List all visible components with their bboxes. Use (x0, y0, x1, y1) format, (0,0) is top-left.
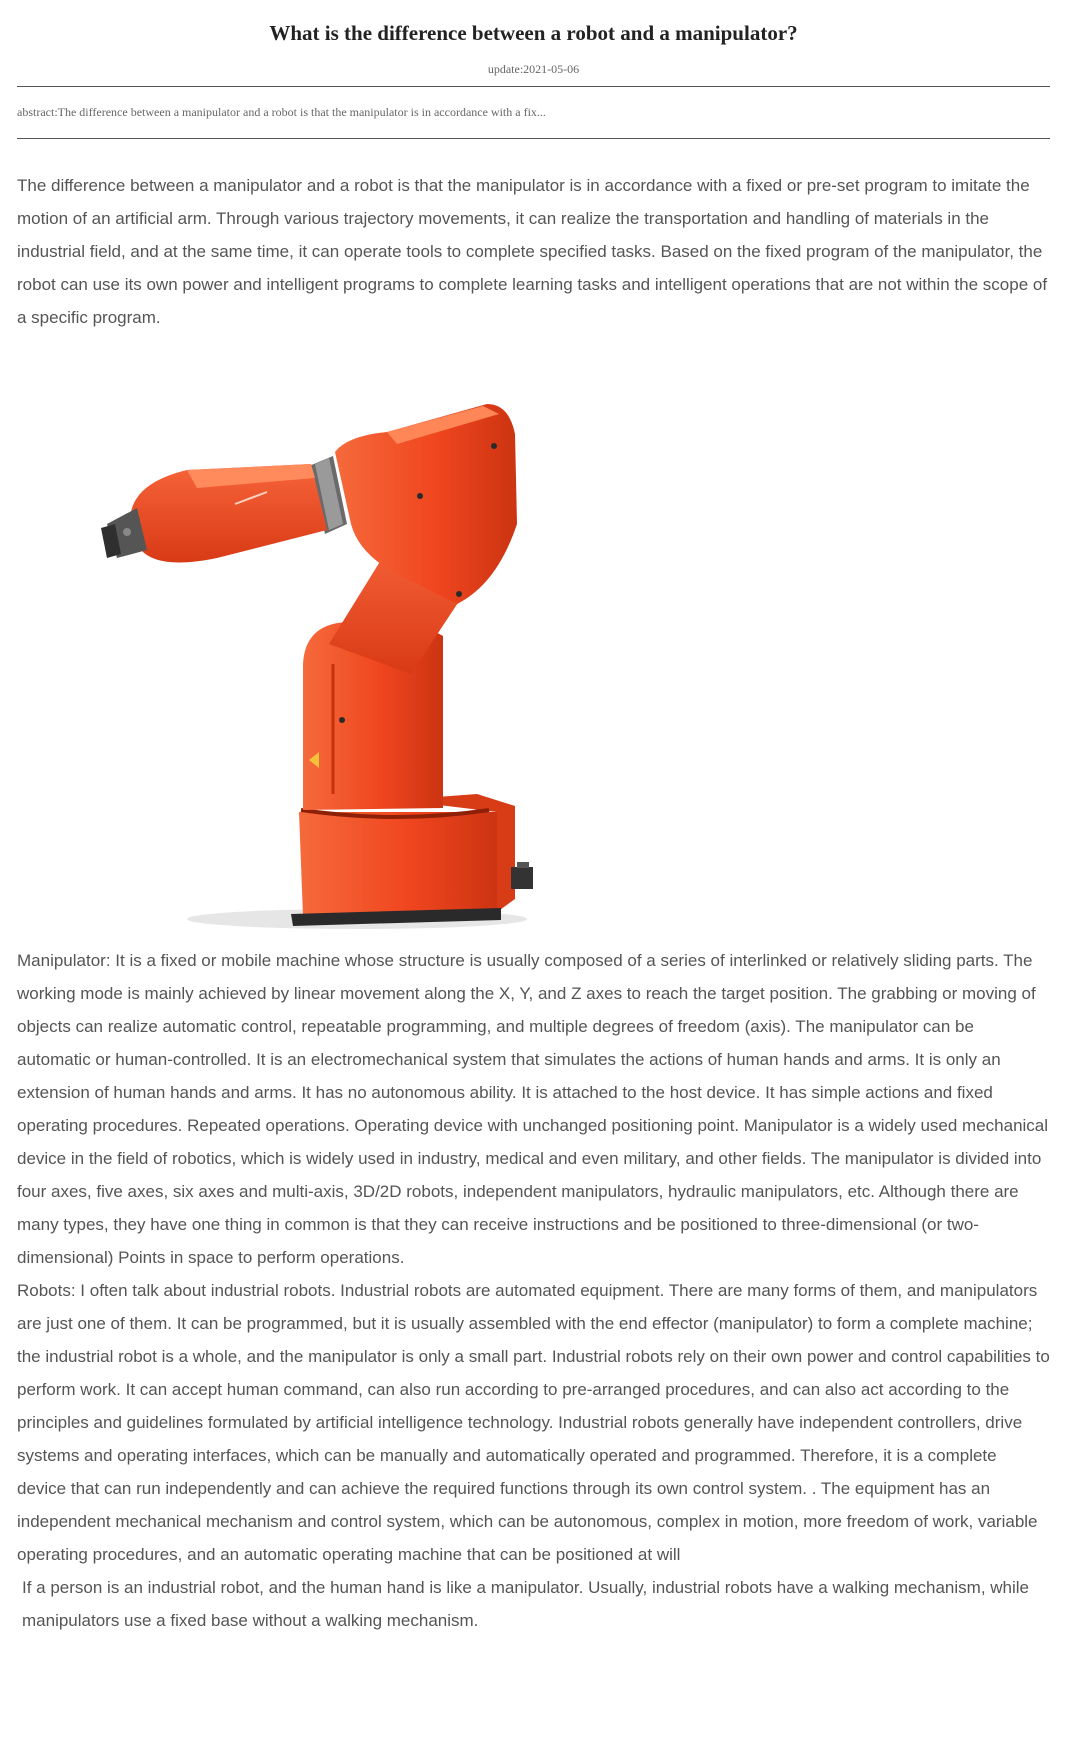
robots-paragraph: Robots: I often talk about industrial robots. Industrial robots are automated equipment. There are many forms of them, and manipulators are just one of them. It can be programmed, but it is usually assembled with the end effector (manipulator) to form a complete machine; the industrial robot is a whole, and the manipulator is only a small part. Industrial robots rely on their own power and control capabilities to perform work. It can accept human command, can also run according to pre-arranged procedures, and can also act according to the principles and guidelines formulated by artificial intelligence technology. Industrial robots generally have independent controllers, drive systems and operating interfaces, which can be manually and automatically operated and programmed. Therefore, it is a complete device that can run independently and can achieve the required functions through its own control system. . The equipment has an independent mechanical mechanism and control system, which can be autonomous, complex in motion, more freedom of work, variable operating procedures, and an automatic operating machine that can be positioned at will (17, 1281, 1050, 1564)
divider (17, 86, 1050, 87)
robot-arm-image (17, 374, 1050, 944)
closing-paragraph: If a person is an industrial robot, and the human hand is like a manipulator. Usually, industrial robots have a walking mechanism, while manipulators use a fixed base without a walking mechanism. (22, 1578, 1030, 1630)
manipulator-paragraph: Manipulator: It is a fixed or mobile machine whose structure is usually composed of a series of interlinked or relatively sliding parts. The working mode is mainly achieved by linear movement along the X, Y, and Z axes to reach the target position. The grabbing or moving of objects can realize automatic control, repeatable programming, and multiple degrees of freedom (axis). The manipulator can be automatic or human-controlled. It is an electromechanical system that simulates the actions of human hands and arms. It is only an extension of human hands and arms. It has no autonomous ability. It is attached to the host device. It has simple actions and fixed operating procedures. Repeated operations. Operating device with unchanged positioning point. Manipulator is a widely used mechanical device in the field of robotics, which is widely used in industry, medical and even military, and other fields. The manipulator is divided into four axes, five axes, six axes and multi-axis, 3D/2D robots, independent manipulators, hydraulic manipulators, etc. Although there are many types, they have one thing in common is that they can receive instructions and be positioned to three-dimensional (or two-dimensional) Points in space to perform operations. (17, 951, 1049, 1267)
abstract: abstract:The difference between a manipulator and a robot is that the manipulator is in accordance with a fix... (17, 105, 546, 119)
robot-arm-illustration (97, 374, 557, 944)
divider (17, 138, 1050, 139)
page-title: What is the difference between a robot and a manipulator? (269, 21, 798, 45)
intro-paragraph: The difference between a manipulator and a robot is that the manipulator is in accordance with a fixed or pre-set program to imitate the motion of an artificial arm. Through various trajectory movements, it can realize the transportation and handling of materials in the industrial field, and at the same time, it can operate tools to complete specified tasks. Based on the fixed program of the manipulator, the robot can use its own power and intelligent programs to complete learning tasks and intelligent operations that are not within the scope of a specific program. (17, 176, 1048, 327)
update-date: update:2021-05-06 (487, 62, 580, 76)
article (17, 0, 1050, 1637)
